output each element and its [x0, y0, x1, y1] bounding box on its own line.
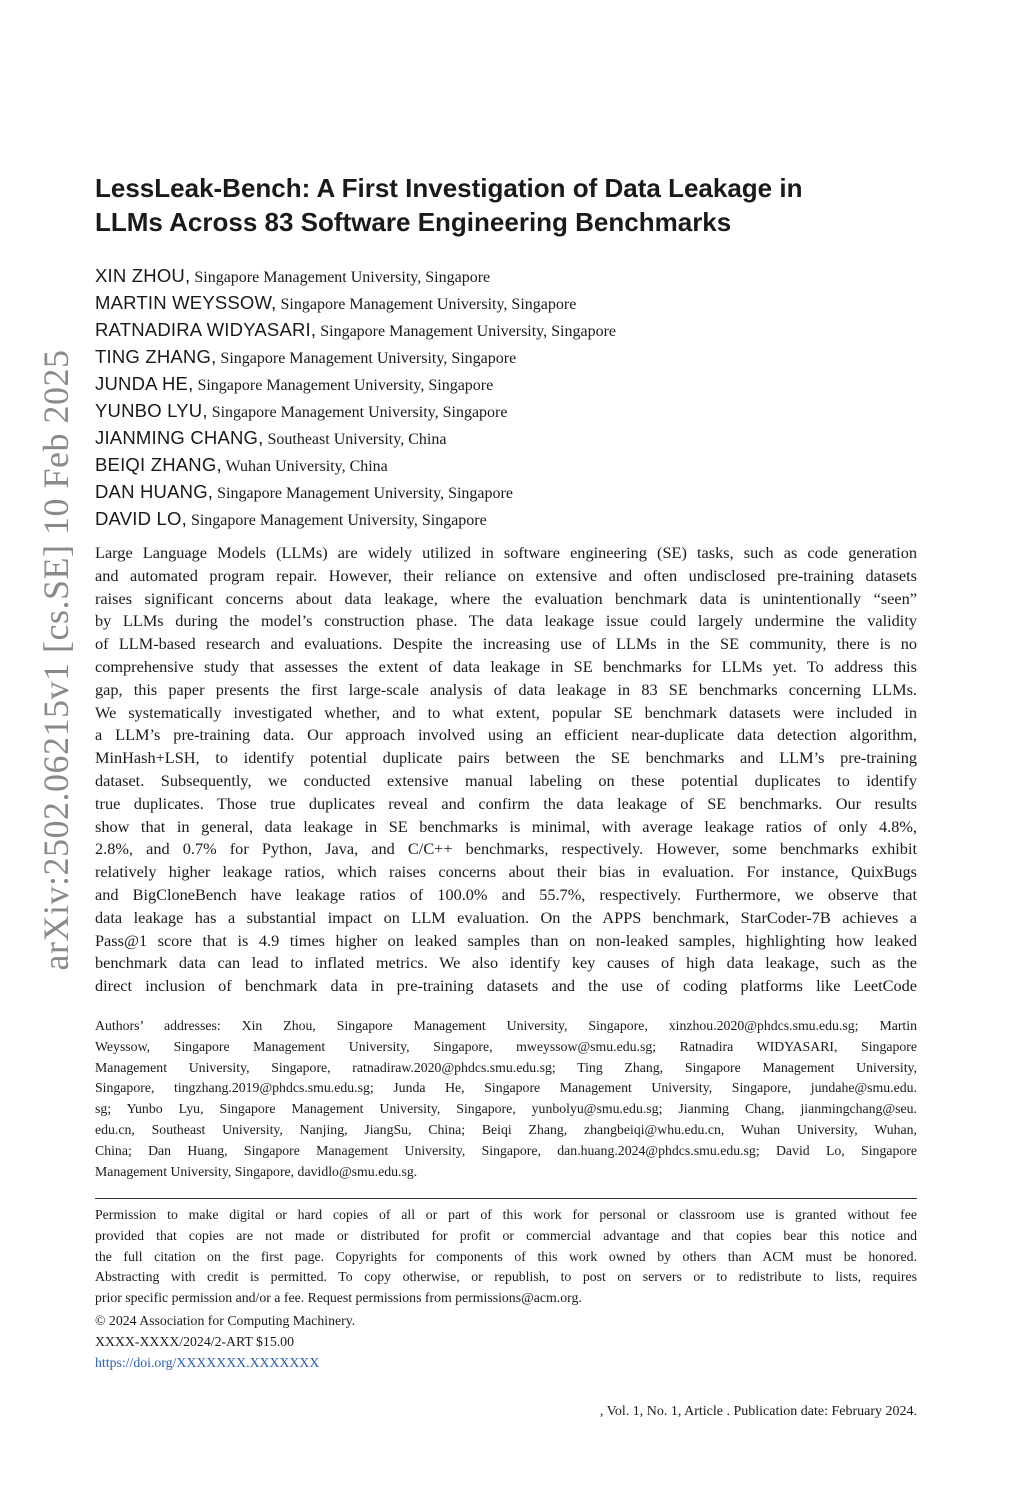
arxiv-identifier-stamp: arXiv:2502.06215v1 [cs.SE] 10 Feb 2025 [36, 349, 76, 971]
title-line: LLMs Across 83 Software Engineering Benchmarks [95, 207, 732, 237]
permission-line: provided that copies are not made or distributed for profit or commercial advantage and that copies bear this notice and [95, 1227, 917, 1243]
abstract-line: relatively higher leakage ratios, which raises concerns about their bias in evaluation. For instance, QuixBugs [95, 862, 917, 882]
abstract-line: and automated program repair. However, their reliance on extensive and often undisclosed pre-training datasets [95, 565, 917, 585]
abstract-line: by LLMs during the model’s construction phase. The data leakage issue could largely undermine the validity [95, 611, 917, 631]
address-line: Authors’ addresses: Xin Zhou, Singapore Management University, Singapore, xinzhou.2020@phdcs.smu.edu.sg; Martin [95, 1018, 917, 1033]
abstract-line: a LLM’s pre-training data. Our approach involved using an efficient near-duplicate data detection algorithm, [95, 725, 917, 745]
author-list [95, 262, 925, 532]
abstract-line: gap, this paper presents the first large-scale analysis of data leakage in 83 SE benchmarks concerning LLMs. [95, 679, 917, 699]
author-affiliation: Southeast University, China [263, 431, 447, 448]
author-entry [95, 478, 925, 505]
author-entry [95, 451, 925, 478]
author-affiliation: Wuhan University, China [221, 458, 388, 475]
doi-link[interactable]: https://doi.org/XXXXXXX.XXXXXXX [95, 1354, 320, 1370]
author-entry [95, 343, 925, 370]
title-line: LessLeak-Bench: A First Investigation of Data Leakage in [95, 173, 803, 203]
author-name: MARTIN WEYSSOW, [95, 292, 277, 313]
permission-line: Abstracting with credit is permitted. To copy otherwise, or republish, to post on servers or to redistribute to lists, requires [95, 1269, 917, 1285]
author-entry [95, 370, 925, 397]
author-name: RATNADIRA WIDYASARI, [95, 319, 317, 340]
abstract-line: show that in general, data leakage in SE benchmarks is minimal, with average leakage ratios of only 4.8%, [95, 816, 917, 836]
author-name: DAN HUANG, [95, 481, 214, 502]
issn-price: XXXX-XXXX/2024/2-ART $15.00 [95, 1333, 294, 1349]
permission-line: Permission to make digital or hard copies of all or part of this work for personal or classroom use is granted without fee [95, 1207, 917, 1222]
abstract-line: Pass@1 score that is 4.9 times higher on leaked samples than on non-leaked samples, highlighting how leaked [95, 930, 917, 950]
author-entry [95, 289, 925, 316]
abstract-line: data leakage has a substantial impact on LLM evaluation. On the APPS benchmark, StarCoder-7B achieves a [95, 907, 917, 927]
author-name: YUNBO LYU, [95, 400, 208, 421]
author-affiliation: Singapore Management University, Singapore [193, 377, 494, 394]
author-entry [95, 262, 925, 289]
permission-line: the full citation on the first page. Copyrights for components of this work owned by others than ACM must be honored. [95, 1248, 917, 1264]
author-entry [95, 316, 925, 343]
address-line: Singapore, tingzhang.2019@phdcs.smu.edu.sg; Junda He, Singapore Management University, Singapore, jundahe@smu.edu. [95, 1080, 917, 1096]
address-line: China; Dan Huang, Singapore Management University, Singapore, dan.huang.2024@phdcs.smu.edu.sg; David Lo, Singapore [95, 1142, 917, 1158]
author-entry [95, 397, 925, 424]
abstract-line: dataset. Subsequently, we conducted extensive manual labeling on these potential duplicates to identify [95, 770, 917, 790]
abstract-line: We systematically investigated whether, and to what extent, popular SE benchmark datasets were included in [95, 702, 917, 722]
footnote-divider [95, 1198, 917, 1199]
author-affiliation: Singapore Management University, Singapore [316, 323, 617, 340]
abstract-line: raises significant concerns about data leakage, where the evaluation benchmark data is unintentionally “seen” [95, 588, 917, 608]
author-affiliation: Singapore Management University, Singapore [190, 269, 491, 286]
address-line: sg; Yunbo Lyu, Singapore Management University, Singapore, yunbolyu@smu.edu.sg; Jianming Chang, jianmingchang@seu. [95, 1101, 917, 1117]
author-name: XIN ZHOU, [95, 265, 191, 286]
address-line: Weyssow, Singapore Management University, Singapore, mweyssow@smu.edu.sg; Ratnadira WIDYASARI, Singapore [95, 1038, 917, 1054]
author-affiliation: Singapore Management University, Singapore [213, 485, 513, 502]
permission-notice [95, 1205, 917, 1309]
author-name: TING ZHANG, [95, 346, 217, 367]
abstract-line: true duplicates. Those true duplicates reveal and confirm the data leakage of SE benchmarks. Our results [95, 793, 917, 813]
author-name: JUNDA HE, [95, 373, 194, 394]
address-line: Management University, Singapore, ratnadiraw.2020@phdcs.smu.edu.sg; Ting Zhang, Singapore Management University, [95, 1059, 917, 1075]
abstract-line: benchmark data can lead to inflated metrics. We also identify key causes of high data leakage, such as the [95, 953, 917, 973]
author-entry [95, 424, 925, 451]
author-name: DAVID LO, [95, 508, 187, 529]
abstract-line: and BigCloneBench have leakage ratios of 100.0% and 55.7%, respectively. Furthermore, we observe that [95, 884, 917, 904]
author-name: BEIQI ZHANG, [95, 454, 222, 475]
paper-title [95, 171, 925, 239]
abstract-line: 2.8%, and 0.7% for Python, Java, and C/C++ benchmarks, respectively. However, some benchmarks exhibit [95, 839, 917, 859]
page-footer: , Vol. 1, No. 1, Article . Publication date: February 2024. [599, 1404, 917, 1419]
author-entry [95, 505, 925, 532]
permission-line: prior specific permission and/or a fee. Request permissions from permissions@acm.org. [95, 1290, 582, 1306]
author-affiliation: Singapore Management University, Singapore [186, 512, 487, 529]
copyright-notice: © 2024 Association for Computing Machinery. [95, 1313, 356, 1328]
address-line: edu.cn, Southeast University, Nanjing, JiangSu, China; Beiqi Zhang, zhangbeiqi@whu.edu.cn, Wuhan University, Wuhan, [95, 1121, 917, 1137]
abstract-line: of LLM-based research and evaluations. Despite the increasing use of LLMs in the SE community, there is no [95, 634, 917, 654]
author-affiliation: Singapore Management University, Singapore [216, 350, 517, 367]
author-affiliation: Singapore Management University, Singapore [276, 296, 577, 313]
abstract-line: MinHash+LSH, to identify potential duplicate pairs between the SE benchmarks and LLM’s pre-training [95, 748, 917, 768]
authors-addresses-footnote [95, 1016, 917, 1182]
address-line: Management University, Singapore, davidlo@smu.edu.sg. [95, 1163, 418, 1179]
author-affiliation: Singapore Management University, Singapore [207, 404, 508, 421]
author-name: JIANMING CHANG, [95, 427, 264, 448]
abstract-line: comprehensive study that assesses the extent of data leakage in SE benchmarks for LLMs yet. To address this [95, 656, 917, 676]
abstract [95, 542, 917, 998]
abstract-line: direct inclusion of benchmark data in pre-training datasets and the use of coding platforms like LeetCode [95, 976, 917, 996]
publication-metadata [95, 1311, 595, 1373]
abstract-line: Large Language Models (LLMs) are widely utilized in software engineering (SE) tasks, such as code generation [95, 543, 917, 562]
